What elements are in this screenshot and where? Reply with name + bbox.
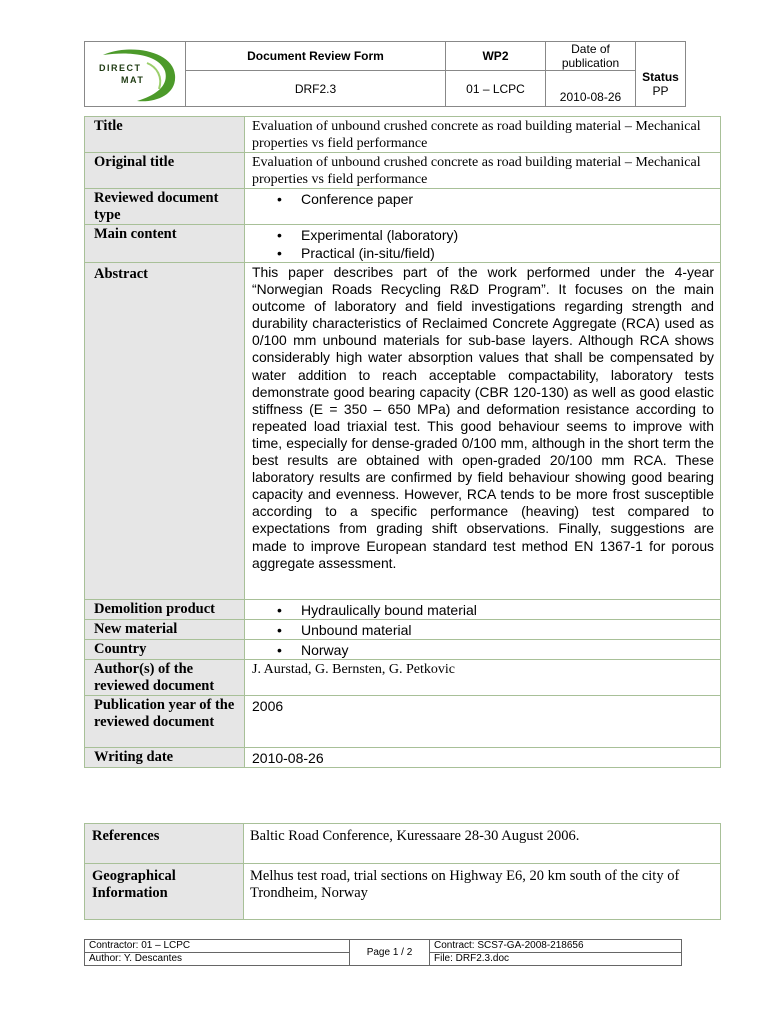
- document-header: [84, 41, 686, 107]
- author: Author: Y. Descantes: [85, 953, 350, 966]
- references-table: [84, 823, 721, 920]
- contractor: Contractor: 01 – LCPC: [85, 940, 350, 953]
- row-country: [85, 640, 721, 660]
- row-title: [85, 117, 721, 153]
- form-title: Document Review Form: [186, 42, 446, 71]
- svg-text:DIRECT: DIRECT: [99, 63, 142, 73]
- list-item: • Conference paper: [277, 190, 714, 208]
- document-type-list: [252, 190, 714, 208]
- row-document-type: [85, 189, 721, 225]
- row-main-content: [85, 225, 721, 263]
- row-abstract: [85, 263, 721, 600]
- authors-value: J. Aurstad, G. Bernsten, G. Petkovic: [245, 660, 721, 696]
- row-writing-date: [85, 748, 721, 768]
- row-references: [85, 824, 721, 864]
- title-label: Title: [85, 117, 245, 153]
- original-title-value: Evaluation of unbound crushed concrete as road building material – Mechanical properties vs field performance: [245, 153, 721, 189]
- row-new-material: [85, 620, 721, 640]
- row-original-title: [85, 153, 721, 189]
- new-material-list: [252, 621, 714, 639]
- status-cell: [636, 42, 686, 107]
- row-authors: [85, 660, 721, 696]
- partner: 01 – LCPC: [446, 71, 546, 107]
- publication-year-value: 2006: [245, 696, 721, 748]
- references-value: Baltic Road Conference, Kuressaare 28-30 August 2006.: [244, 824, 721, 864]
- writing-date-label: Writing date: [85, 748, 245, 768]
- work-package: WP2: [446, 42, 546, 71]
- demolition-product-label: Demolition product: [85, 600, 245, 620]
- page-footer: [84, 939, 682, 966]
- date-value: 2010-08-26: [546, 71, 636, 107]
- page-number: Page 1 / 2: [350, 940, 430, 966]
- country-label: Country: [85, 640, 245, 660]
- row-demolition-product: [85, 600, 721, 620]
- new-material-label: New material: [85, 620, 245, 640]
- authors-label: Author(s) of the reviewed document: [85, 660, 245, 696]
- list-item: • Norway: [277, 641, 714, 659]
- status-label: Status: [642, 70, 679, 84]
- list-item: • Practical (in-situ/field): [277, 244, 714, 262]
- status-value: PP: [652, 84, 669, 98]
- contract: Contract: SCS7-GA-2008-218656: [430, 940, 682, 953]
- references-label: References: [85, 824, 244, 864]
- document-type-label: Reviewed document type: [85, 189, 245, 225]
- original-title-label: Original title: [85, 153, 245, 189]
- abstract-text: This paper describes part of the work performed under the 4-year “Norwegian Roads Recycling R&D Program”. It focuses on the main outcome of laboratory and field investigations regarding strength and durability characteristics of Reclaimed Concrete Aggregate (RCA) used as 0/100 mm unbound materials for sub-base layers. Although RCA shows considerably high water absorption values that shall be compensated by water addition to reach acceptable compactability, laboratory tests demonstrate good bearing capacity (CBR 120-130) as well as good elastic stiffness (E = 350 – 650 MPa) and deformation resistance according to repeated load triaxial test. This good behaviour seems to improve with time, especially for dense-graded 0/100 mm, although in the short term the best results are obtained with open-graded 20/100 mm RCA. These laboratory results are confirmed by field behaviour showing good bearing capacity and evenness. However, RCA tends to be more frost susceptible according to a specific performance (heaving) test compared to expectations from grading shift observations. Finally, suggestions are made to improve European standard test method EN 1367-1 for porous aggregate assessment.: [245, 263, 721, 600]
- main-content-list: [252, 226, 714, 262]
- document-id: DRF2.3: [186, 71, 446, 107]
- country-list: [252, 641, 714, 659]
- row-geographical: [85, 864, 721, 920]
- list-item: • Experimental (laboratory): [277, 226, 714, 244]
- file-name: File: DRF2.3.doc: [430, 953, 682, 966]
- logo-cell: [85, 42, 186, 107]
- date-label: Date of publication: [546, 42, 636, 71]
- title-value: Evaluation of unbound crushed concrete as road building material – Mechanical properties vs field performance: [245, 117, 721, 153]
- list-item: • Unbound material: [277, 621, 714, 639]
- abstract-label: Abstract: [85, 263, 245, 600]
- directmat-logo: [85, 45, 185, 103]
- writing-date-value: 2010-08-26: [245, 748, 721, 768]
- list-item: • Hydraulically bound material: [277, 601, 714, 619]
- demolition-product-list: [252, 601, 714, 619]
- publication-year-label: Publication year of the reviewed document: [85, 696, 245, 748]
- geographical-value: Melhus test road, trial sections on Highway E6, 20 km south of the city of Trondheim, Norway: [244, 864, 721, 920]
- geographical-label: Geographical Information: [85, 864, 244, 920]
- review-table: [84, 116, 721, 768]
- svg-text:MAT: MAT: [121, 75, 145, 85]
- main-content-label: Main content: [85, 225, 245, 263]
- row-publication-year: [85, 696, 721, 748]
